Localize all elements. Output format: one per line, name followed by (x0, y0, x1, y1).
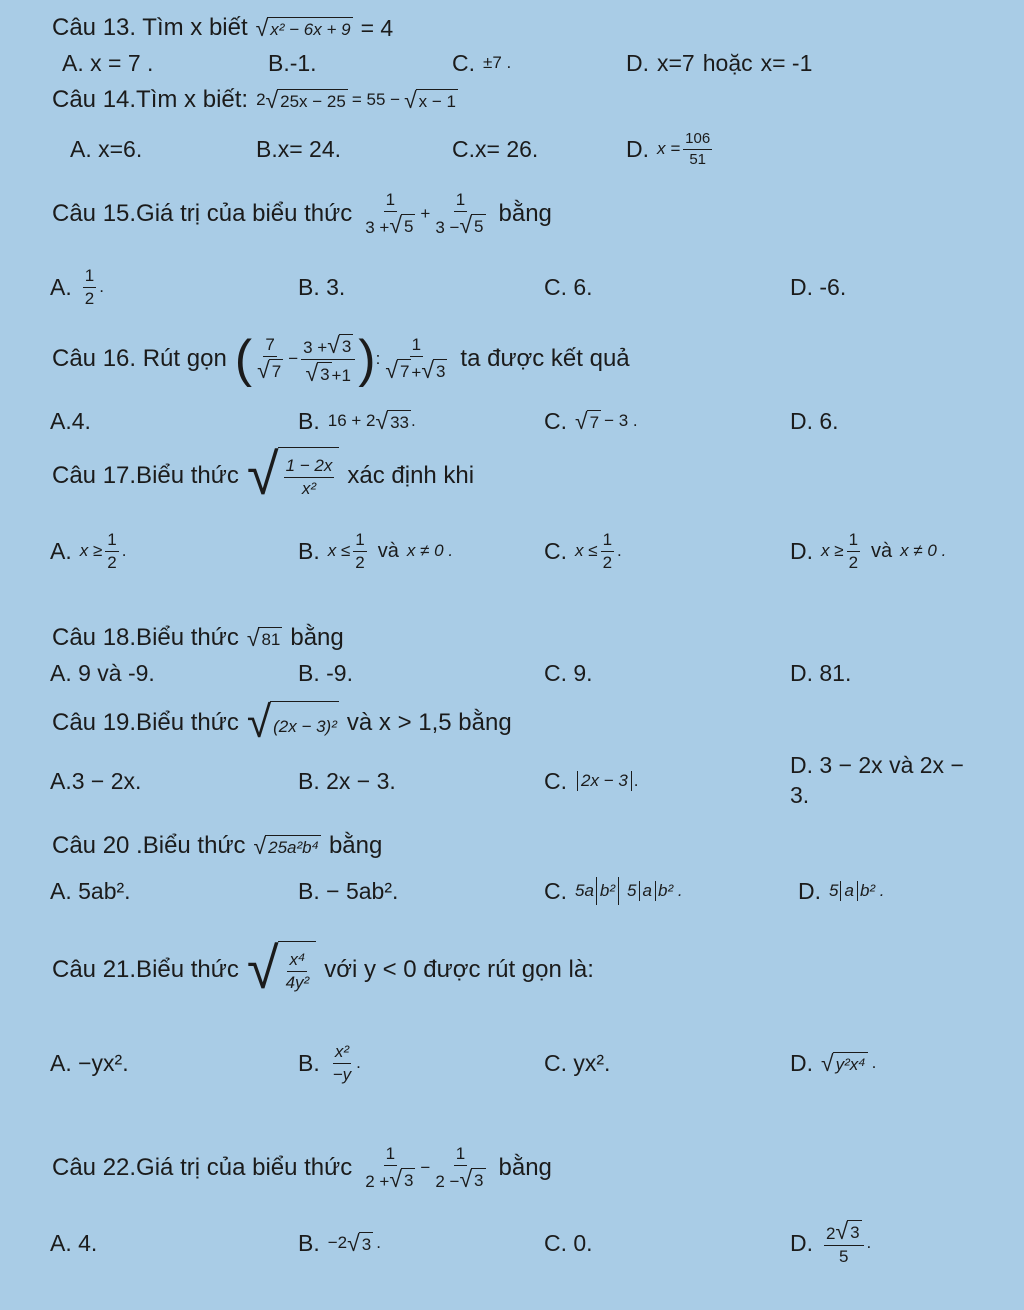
question-18-label: Câu 18.Biểu thức (52, 624, 239, 651)
option-a[interactable]: A. x = 7 . (62, 49, 154, 76)
question-17-expression: √ $\frac{1 - 2x}{\text{x²}}$ (247, 447, 340, 505)
question-18-expression: √ 81 (246, 624, 281, 651)
option-b[interactable]: B. −2 √ 3 . (298, 1229, 381, 1256)
option-d[interactable]: D. 5 a b² . (798, 877, 885, 904)
option-a[interactable]: A.4. (50, 407, 91, 434)
question-14-label: Câu 14.Tìm x biết: (52, 86, 249, 113)
option-d[interactable]: D. 3 − 2x và 2x − 3. (790, 752, 964, 808)
option-a[interactable]: A.3 − 2x. (50, 767, 142, 794)
question-22-options (0, 1218, 1024, 1268)
option-a[interactable]: A. $\frac{1}{2}$ . (50, 265, 104, 308)
question-20-expression: √ 25a²b⁴ (253, 832, 319, 859)
question-15-options (0, 262, 1024, 312)
option-b[interactable]: B. x ≤ $\frac{1}{2}$ và x ≠ 0 . (298, 529, 454, 572)
option-c[interactable]: C. 5a b² 5 a b² . (544, 877, 683, 904)
option-a[interactable]: A. 4. (50, 1229, 98, 1256)
question-16: Câu 16. Rút gọn ( 7 √ 7 − 3 + √ 3 √ 3 +1 ) : 1 √ 7 + √ 3 ta được kết quả (52, 330, 630, 388)
option-c[interactable]: C. 6. (544, 273, 593, 300)
option-b[interactable]: B.-1. (268, 49, 317, 76)
option-a[interactable]: A. x ≥ $\frac{1}{2}$ . (50, 529, 127, 572)
option-c[interactable]: C.x= 26. (452, 135, 539, 162)
question-22-expression: 1 2 + √ 3 − 1 2 − √ 3 (365, 1144, 484, 1192)
question-19-options (0, 752, 1024, 808)
option-d[interactable]: D. x ≥ $\frac{1}{2}$ và x ≠ 0 . (790, 529, 947, 572)
option-a[interactable]: A. 9 và -9. (50, 659, 155, 686)
question-18: Câu 18.Biểu thức √ 81 bằng (52, 624, 344, 651)
option-d[interactable]: D. √ y²x⁴ . (790, 1049, 877, 1076)
option-b[interactable]: B. − 5ab². (298, 877, 399, 904)
option-c[interactable]: C. √ 7 − 3 . (544, 407, 638, 434)
question-17: Câu 17.Biểu thức √ $\frac{1 - 2x}{\text{x²}}$ xác định khi (52, 443, 475, 508)
question-22-label: Câu 22.Giá trị của biểu thức (52, 1154, 353, 1181)
option-d[interactable]: D. 81. (790, 659, 852, 686)
option-c[interactable]: C. 0. (544, 1229, 593, 1256)
option-b[interactable]: B. 2x − 3. (298, 767, 396, 794)
question-20-options (0, 866, 1024, 916)
question-20: Câu 20 .Biểu thức √ 25a²b⁴ bằng (52, 832, 383, 859)
question-22: Câu 22.Giá trị của biểu thức 1 2 + √ 3 − 1 2 − √ 3 bằng (52, 1144, 552, 1192)
question-13-label: Câu 13. Tìm x biết (52, 14, 248, 41)
option-a[interactable]: A. x=6. (70, 135, 143, 162)
question-21-label: Câu 21.Biểu thức (52, 956, 239, 983)
question-16-label: Câu 16. Rút gọn (52, 345, 227, 372)
option-d[interactable]: D. 6. (790, 407, 839, 434)
option-a[interactable]: A. −yx². (50, 1049, 129, 1076)
question-15-label: Câu 15.Giá trị của biểu thức (52, 200, 353, 227)
question-17-label: Câu 17.Biểu thức (52, 462, 239, 489)
question-18-options (0, 648, 1024, 698)
option-c[interactable]: C. yx². (544, 1049, 611, 1076)
option-b[interactable]: B.x= 24. (256, 135, 342, 162)
question-15-expression: 1 3 + √ 5 + 1 3 − √ 5 (365, 190, 484, 238)
question-14 (52, 80, 458, 120)
question-21-expression: √ $\frac{\text{x⁴}}{\text{4y²}}$ (247, 941, 316, 999)
question-14-options (0, 124, 1024, 174)
option-d[interactable]: D. -6. (790, 273, 847, 300)
option-c[interactable]: C. x ≤ $\frac{1}{2}$ . (544, 529, 622, 572)
option-d[interactable]: D. 2 √ 3 5 . (790, 1218, 872, 1267)
question-21-options (0, 1038, 1024, 1088)
question-13-expression: √ x² − 6x + 9 = 4 (255, 14, 394, 41)
question-19-label: Câu 19.Biểu thức (52, 709, 239, 736)
option-c[interactable]: C. 9. (544, 659, 593, 686)
option-b[interactable]: B. $\frac{\text{x²}}{-y}$ . (298, 1041, 361, 1084)
question-20-label: Câu 20 .Biểu thức (52, 832, 246, 859)
option-d[interactable]: D. x=7 hoặc x= -1 (626, 49, 813, 76)
question-19-expression: √ (2x − 3)² (246, 697, 337, 747)
option-b[interactable]: B. 16 + 2 √ 33 . (298, 407, 416, 434)
option-c[interactable]: C. ±7 . (452, 49, 512, 76)
option-c[interactable]: C. 2x − 3 . (544, 767, 639, 794)
question-21: Câu 21.Biểu thức √ $\frac{\text{x⁴}}{\text{4y²}}$ với y < 0 được rút gọn là: (52, 937, 594, 1002)
question-19: Câu 19.Biểu thức √ (2x − 3)² và x > 1,5 bằng (52, 697, 512, 747)
option-a[interactable]: A. 5ab². (50, 877, 131, 904)
option-b[interactable]: B. 3. (298, 273, 346, 300)
question-16-expression: ( 7 √ 7 − 3 + √ 3 √ 3 +1 ) : 1 √ 7 + √ 3 (234, 330, 446, 388)
option-b[interactable]: B. -9. (298, 659, 353, 686)
question-16-options (0, 396, 1024, 446)
option-d[interactable]: D. x = $\frac{106}{51}$ (626, 129, 711, 168)
question-14-expression: 2 √ 25x − 25 = 55 − √ x − 1 (256, 86, 456, 113)
question-15: Câu 15.Giá trị của biểu thức 1 3 + √ 5 + 1 3 − √ 5 bằng (52, 190, 552, 238)
question-17-options (0, 526, 1024, 576)
